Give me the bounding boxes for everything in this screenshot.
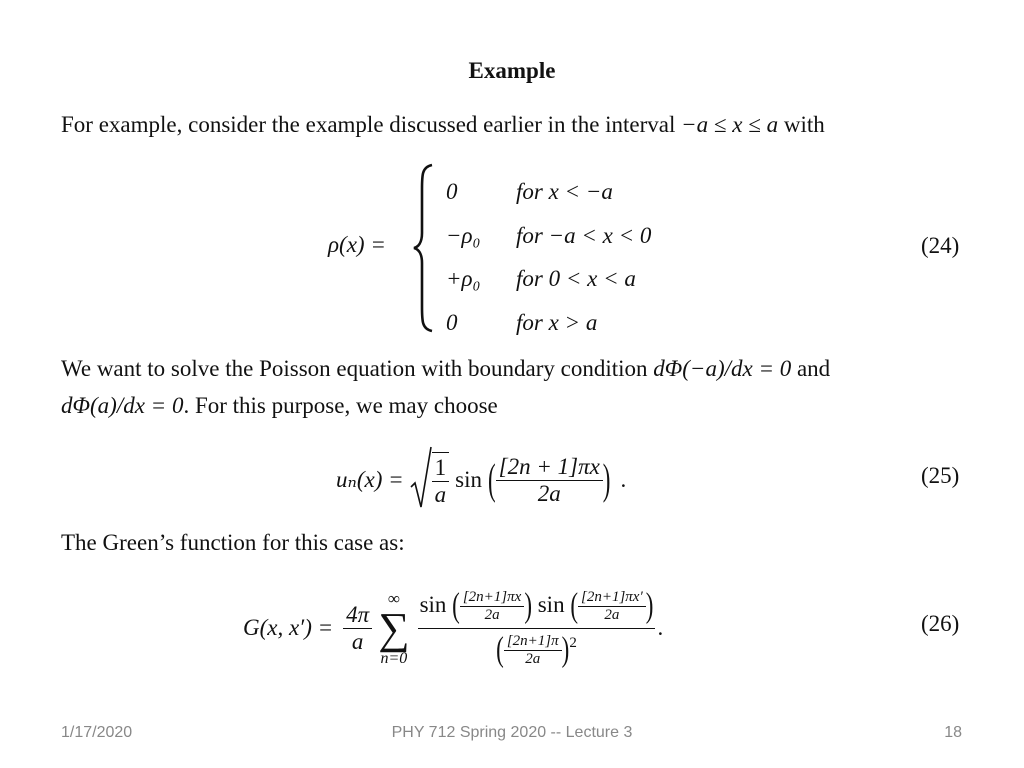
eq24-lhs: ρ(x) = [328, 232, 386, 257]
eq25-sin: sin [455, 467, 482, 492]
eq25: uₙ(x) = $\frac{1}{a}$ sin ( $\frac{[2n + 1]\pi x}{2a}$ ) . [336, 440, 626, 520]
bc-left: dΦ(−a)/dx = 0 [653, 356, 792, 381]
eq24-number: (24) [921, 233, 960, 258]
eq26-lhs: G(x, x′) = [243, 615, 334, 640]
eq24-case-row: 0 for x > a [446, 309, 598, 335]
eq24-case-row: 0 for x < −a [446, 179, 613, 204]
footer-course: PHY 712 Spring 2020 -- Lecture 3 [391, 724, 633, 741]
intro-paragraph [61, 106, 825, 143]
eq25-arg: $\frac{[2n + 1]\pi x}{2a}$ [496, 454, 603, 507]
slide-title: Example [468, 58, 556, 83]
eq24-brace [412, 163, 436, 333]
eq26-main-frac: sin ( $\frac{[2n+1]\pi x}{2a}$ ) sin ( $\frac{[2n+1]\pi x'}{2a}$ ) ( $\frac{[2n+1]\pi}{2a}$ )$^2$ [419, 586, 654, 668]
eq26-coef: $\frac{4\pi}{a}$ [343, 602, 372, 655]
eq26: G(x, x′) = $\frac{4\pi}{a}$ ∞ ∑ n=0 sin ( $\frac{[2n+1]\pi x}{2a}$ ) sin ( $\frac{[2n+1]\pi x'}{2a}$ ) ( $\frac{[2n+1]\pi}{2a}$ )$^2$ . [243, 586, 664, 668]
bc-right: dΦ(a)/dx = 0 [61, 393, 184, 418]
eq24-case-row: +ρ₀ for 0 < x < a [446, 266, 636, 291]
sqrt-sign [410, 445, 432, 515]
poisson-paragraph [61, 350, 830, 424]
eq25-lhs: uₙ(x) = [336, 467, 404, 492]
intro-end: with [783, 112, 825, 137]
eq26-sum: ∞ ∑ n=0 [378, 588, 410, 667]
poisson-line-1: We want to solve the Poisson equation with boundary condition dΦ(−a)/dx = 0 and [61, 356, 831, 381]
eq24-cases [446, 170, 651, 344]
eq25-sqrt-frac: $\frac{1}{a}$ [432, 452, 450, 508]
poisson-line-2: dΦ(a)/dx = 0. For this purpose, we may choose [61, 393, 498, 418]
intro-math: −a ≤ x ≤ a [681, 112, 779, 137]
intro-text: For example, consider the example discussed earlier in the interval [61, 112, 676, 137]
eq25-number: (25) [921, 463, 960, 488]
eq26-number: (26) [921, 611, 960, 636]
green-paragraph: The Green’s function for this case as: [61, 530, 405, 555]
footer-date: 1/17/2020 [61, 724, 133, 741]
footer-page-number: 18 [944, 724, 962, 741]
eq24-case-row: −ρ₀ for −a < x < 0 [446, 222, 652, 248]
